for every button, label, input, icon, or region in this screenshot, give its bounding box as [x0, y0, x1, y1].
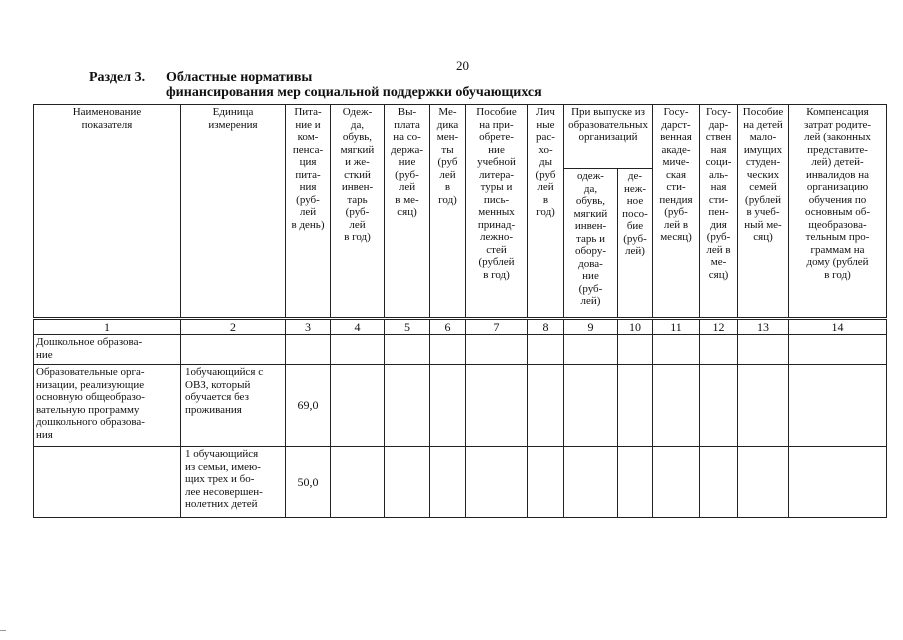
empty-cell [331, 365, 385, 447]
header-literature: Пособие на при- обрете- ние учебной литера- туры и пись- менных принад- лежно- стей (рублей в год) [466, 105, 528, 319]
empty-cell [564, 365, 618, 447]
empty-cell [466, 365, 528, 447]
empty-cell [528, 335, 564, 365]
column-number: 10 [618, 319, 653, 335]
empty-cell [331, 335, 385, 365]
empty-cell [385, 365, 430, 447]
empty-cell [564, 335, 618, 365]
column-number: 1 [34, 319, 181, 335]
section-title-line-1: Областные нормативы [166, 70, 313, 85]
empty-cell [430, 365, 466, 447]
header-academic: Госу- дарст- венная акаде- миче- ская сти- пендия (руб- лей в месяц) [653, 105, 700, 319]
row-unit: 1 обучающийся из семьи, имею- щих трех и бо- лее несовершен- нолетних детей [181, 447, 286, 518]
empty-cell [430, 447, 466, 518]
header-payment: Вы- плата на со- держа- ние (руб- лей в ме- сяц) [385, 105, 430, 319]
row-food-value [286, 335, 331, 365]
row-name: Дошкольное образова- ние [34, 335, 181, 365]
column-number: 4 [331, 319, 385, 335]
column-number: 2 [181, 319, 286, 335]
header-medicine: Ме- дика мен- ты (руб лей в год) [430, 105, 466, 319]
empty-cell [738, 447, 789, 518]
section-title-line-2: финансирования мер социальной поддержки обучающихся [166, 85, 542, 100]
empty-cell [738, 335, 789, 365]
row-unit: 1обучающийся с ОВЗ, который обучается без проживания [181, 365, 286, 447]
row-food-value: 50,0 [286, 447, 331, 518]
column-number: 6 [430, 319, 466, 335]
header-graduation: При выпуске из образовательных организаций [564, 105, 653, 169]
empty-cell [789, 335, 887, 365]
empty-cell [528, 365, 564, 447]
header-name: Наименование показателя [34, 105, 181, 319]
empty-cell [738, 365, 789, 447]
column-number: 13 [738, 319, 789, 335]
column-number: 12 [700, 319, 738, 335]
column-number-row [34, 319, 887, 335]
empty-cell [789, 365, 887, 447]
row-name [34, 447, 181, 518]
table-row [34, 447, 887, 518]
header-grad-money: де- неж- ное посо- бие (руб- лей) [618, 169, 653, 319]
empty-cell [385, 335, 430, 365]
empty-cell [653, 335, 700, 365]
header-social: Госу- дар- ствен ная соци- аль- ная сти- пен- дия (руб- лей в ме- сяц) [700, 105, 738, 319]
row-unit [181, 335, 286, 365]
column-number: 5 [385, 319, 430, 335]
empty-cell [466, 447, 528, 518]
empty-cell [430, 335, 466, 365]
empty-cell [700, 335, 738, 365]
header-low-income: Пособие на детей мало- имущих студен- ческих семей (рублей в учеб- ный ме- сяц) [738, 105, 789, 319]
empty-cell [528, 447, 564, 518]
empty-cell [466, 335, 528, 365]
empty-cell [618, 335, 653, 365]
empty-cell [653, 447, 700, 518]
empty-cell [564, 447, 618, 518]
column-number: 3 [286, 319, 331, 335]
norms-table [33, 104, 887, 518]
row-name: Образовательные орга- низации, реализующие основную общеобразо- вательную программу дошкольного образова- ния [34, 365, 181, 447]
header-unit: Единица измерения [181, 105, 286, 319]
empty-cell [385, 447, 430, 518]
empty-cell [618, 447, 653, 518]
column-number: 8 [528, 319, 564, 335]
section-title [166, 70, 542, 100]
header-personal: Лич ные рас- хо- ды (руб лей в год) [528, 105, 564, 319]
header-grad-clothes: одеж- да, обувь, мягкий инвен- тарь и обору- дова- ние (руб- лей) [564, 169, 618, 319]
header-food: Пита- ние и ком- пенса- ция пита- ния (руб- лей в день) [286, 105, 331, 319]
row-food-value: 69,0 [286, 365, 331, 447]
scan-edge-mark [0, 630, 6, 631]
column-number: 11 [653, 319, 700, 335]
column-number: 7 [466, 319, 528, 335]
empty-cell [618, 365, 653, 447]
empty-cell [331, 447, 385, 518]
table-row [34, 365, 887, 447]
empty-cell [700, 447, 738, 518]
column-number: 14 [789, 319, 887, 335]
header-compensation: Компенсация затрат родите- лей (законных представите- лей) детей- инвалидов на организацию обучения по основным об- щеобразова- тельным про- граммам на дому (рублей в год) [789, 105, 887, 319]
page-number: 20 [456, 58, 469, 73]
empty-cell [789, 447, 887, 518]
empty-cell [653, 365, 700, 447]
header-clothes: Одеж- да, обувь, мягкий и же- сткий инвен- тарь (руб- лей в год) [331, 105, 385, 319]
table-row [34, 335, 887, 365]
section-label: Раздел 3. [89, 70, 146, 85]
empty-cell [700, 365, 738, 447]
column-number: 9 [564, 319, 618, 335]
